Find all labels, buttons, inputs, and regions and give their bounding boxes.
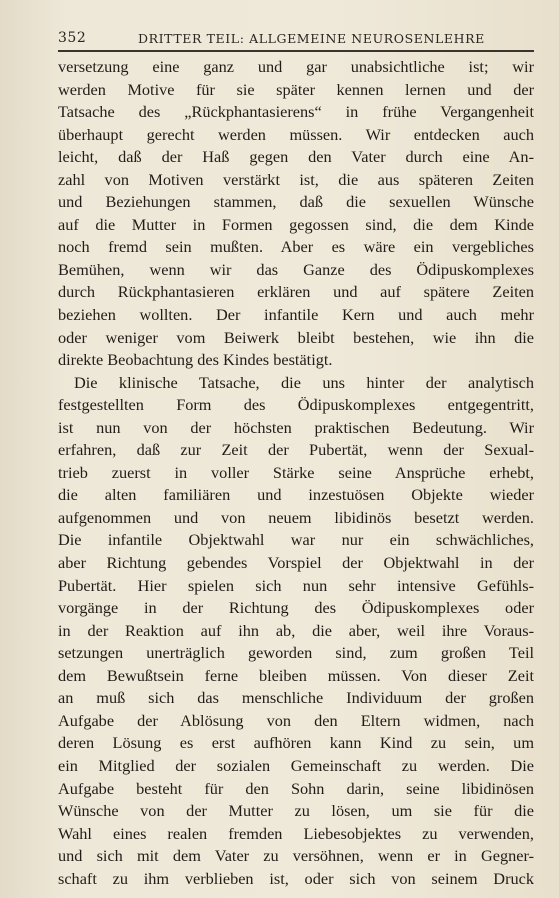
- text-line: Die infantile Objektwahl war nur ein schwächliches,: [58, 530, 534, 550]
- text-line: trieb zuerst in voller Stärke seine Ansprüche erhebt,: [58, 462, 534, 482]
- text-line: noch fremd sein mußten. Aber es wäre ein vergebliches: [58, 237, 534, 257]
- text-line: an muß sich das menschliche Individuum der großen: [58, 688, 534, 708]
- text-line: schaft zu ihm verblieben ist, oder sich von seinem Druck: [58, 868, 534, 888]
- text-line: Tatsache des „Rückphantasierens“ in frühe Vergangenheit: [58, 102, 534, 122]
- text-line: erfahren, daß zur Zeit der Pubertät, wenn der Sexual-: [58, 440, 534, 460]
- text-line: überhaupt gerecht werden müssen. Wir entdecken auch: [58, 124, 534, 144]
- text-line: Aufgabe der Ablösung von den Eltern widmen, nach: [58, 710, 534, 730]
- text-line: ist nun von der höchsten praktischen Bedeutung. Wir: [58, 417, 534, 437]
- text-line: beziehen wollten. Der infantile Kern und auch mehr: [58, 305, 534, 325]
- text-line: Wahl eines realen fremden Liebesobjektes zu verwenden,: [58, 823, 534, 843]
- text-line: aufgenommen und von neuem libidinös besetzt werden.: [58, 507, 534, 527]
- text-line: oder weniger vom Beiwerk bleibt bestehen, wie ihn die: [58, 327, 534, 347]
- text-line: Aufgabe besteht für den Sohn darin, seine libidinösen: [58, 778, 534, 798]
- body-text: [58, 56, 534, 890]
- text-line: die alten familiären und inzestuösen Objekte wieder: [58, 485, 534, 505]
- text-line: vorgänge in der Richtung des Ödipuskomplexes oder: [58, 598, 534, 618]
- text-line: leicht, daß der Haß gegen den Vater durch eine An-: [58, 147, 534, 167]
- text-line: festgestellten Form des Ödipuskomplexes entgegentritt,: [58, 395, 534, 415]
- page-number: 352: [58, 30, 87, 46]
- running-head: DRITTER TEIL: ALLGEMEINE NEUROSENLEHRE: [138, 31, 485, 46]
- text-line: in der Reaktion auf ihn ab, die aber, weil ihre Voraus-: [58, 620, 534, 640]
- page-header: [58, 28, 534, 50]
- text-line: ein Mitglied der sozialen Gemeinschaft zu werden. Die: [58, 755, 534, 775]
- text-line: werden Motive für sie später kennen lernen und der: [58, 79, 534, 99]
- text-line: auf die Mutter in Formen gegossen sind, die dem Kinde: [58, 214, 534, 234]
- text-line: Pubertät. Hier spielen sich nun sehr intensive Gefühls-: [58, 575, 534, 595]
- text-line: Die klinische Tatsache, die uns hinter der analytisch: [74, 372, 534, 392]
- text-line: direkte Beobachtung des Kindes bestätigt.: [58, 350, 333, 370]
- text-line: und Beziehungen stammen, daß die sexuellen Wünsche: [58, 192, 534, 212]
- text-line: versetzung eine ganz und gar unabsichtliche ist; wir: [58, 57, 534, 76]
- text-line: Bemühen, wenn wir das Ganze des Ödipuskomplexes: [58, 259, 534, 279]
- text-line: setzungen unerträglich geworden sind, zum großen Teil: [58, 643, 534, 663]
- text-line: dem Bewußtsein ferne bleiben müssen. Von dieser Zeit: [58, 665, 534, 685]
- text-line: durch Rückphantasieren erklären und auf spätere Zeiten: [58, 282, 534, 302]
- text-line: Wünsche von der Mutter zu lösen, um sie für die: [58, 801, 534, 821]
- header-rule: [58, 50, 534, 52]
- text-line: aber Richtung gebendes Vorspiel der Objektwahl in der: [58, 553, 534, 573]
- text-line: und sich mit dem Vater zu versöhnen, wenn er in Gegner-: [58, 846, 534, 866]
- text-line: deren Lösung es erst aufhören kann Kind zu sein, um: [58, 733, 534, 753]
- text-line: zahl von Motiven verstärkt ist, die aus späteren Zeiten: [58, 169, 534, 189]
